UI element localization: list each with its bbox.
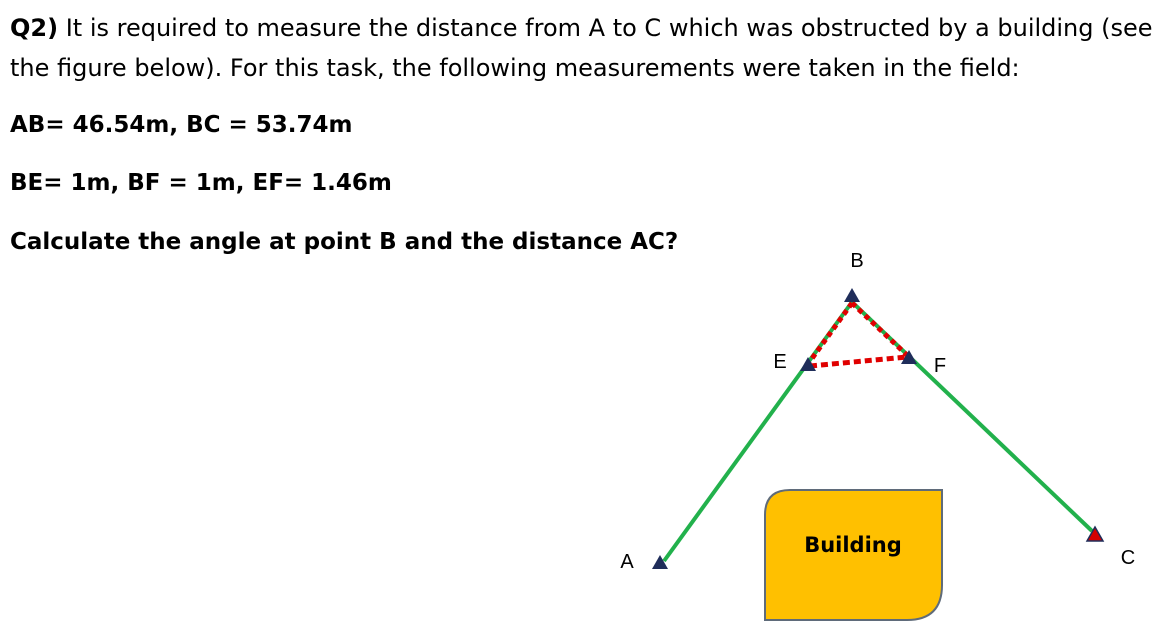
measurements-ab-bc: AB= 46.54m, BC = 53.74m — [10, 112, 353, 138]
tie-line-bf — [852, 303, 909, 357]
tie-line-ef — [810, 357, 907, 366]
question-line-2: the figure below). For this task, the following measurements were taken in the field: — [10, 54, 1020, 82]
station-b-marker — [844, 288, 860, 302]
measurements-be-bf-ef: BE= 1m, BF = 1m, EF= 1.46m — [10, 170, 392, 196]
building-label: Building — [804, 533, 902, 557]
point-label-e: E — [773, 351, 787, 373]
point-label-b: B — [850, 250, 864, 272]
point-label-a: A — [620, 551, 634, 573]
question-number: Q2) — [10, 14, 59, 42]
task-question: Calculate the angle at point B and the distance AC? — [10, 229, 679, 255]
tie-line-be — [808, 303, 852, 364]
question-text-part1: It is required to measure the distance from A to C which was obstructed by a building (see — [58, 14, 1153, 42]
point-label-f: F — [933, 355, 947, 377]
point-label-c: C — [1120, 547, 1136, 569]
